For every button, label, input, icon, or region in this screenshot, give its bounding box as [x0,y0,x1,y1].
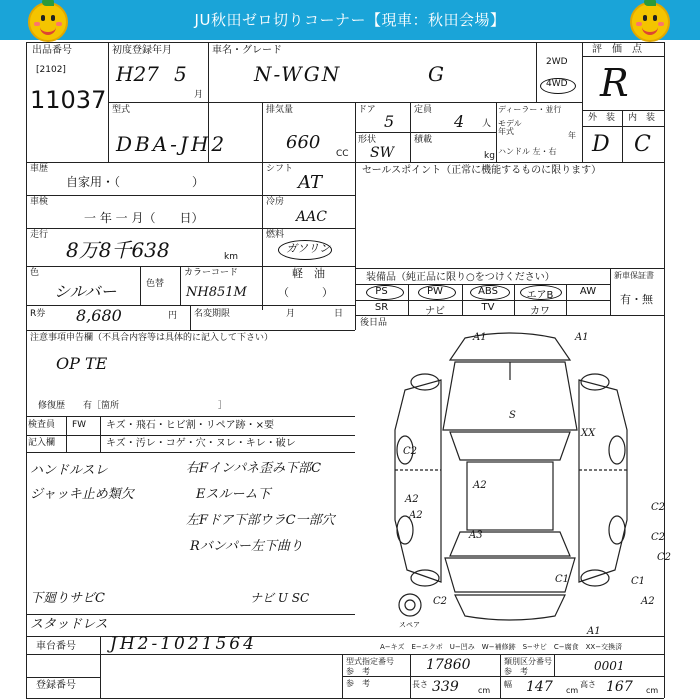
equip-ps: PS [375,286,388,297]
marks-row-1: キズ・飛石・ヒビ割・リペア跡・×要 [106,420,274,431]
km-unit: km [224,252,238,262]
lot-number-label: 出品番号 [32,45,72,56]
inspection-date: 一 年 一 月（ 日） [84,211,204,225]
car-name-value: N-WGN [254,62,342,86]
displacement-label: 排気量 [266,105,294,115]
header-bar [0,0,700,40]
remark-item: Rバンパー左下曲り [190,539,303,554]
rear-seat-label: 後日品 [360,318,388,328]
color-label: 色 [30,268,40,278]
r-tax-value: 8,680 [76,306,122,325]
length-label: 長さ [412,680,428,689]
model-label: 型式 [112,105,131,115]
capacity-label: 定員 [414,105,433,115]
spare-label: スペア [399,621,420,629]
height-value: 167 [606,679,633,695]
damage-mark: C2 [403,446,418,457]
doors-value: 5 [384,112,395,131]
header-title: JU秋田ゼロ切りコーナー【現車：秋田会場】 [194,11,506,29]
warranty-options: 有・無 [620,293,653,306]
height-label: 高さ [580,680,596,689]
chassis-no-label: 車台番号 [36,641,76,652]
damage-mark: A2 [405,494,419,505]
damage-mark: A3 [469,530,483,541]
damage-mark: A2 [473,480,487,491]
year-unit: 年 [568,131,576,140]
handle-label: ハンドル 左・右 [498,147,557,156]
remark-item: 左Fドア下部ウラC一部穴 [186,513,335,528]
car-name-label: 車名・グレード [212,45,282,56]
damage-mark: C2 [433,596,448,607]
month-unit: 月 [286,309,296,319]
damage-mark: A1 [575,332,589,343]
entry-field-label: 記入欄 [28,438,56,448]
remark-item: ナビ U SC [250,591,310,605]
yen-unit: 円 [168,311,178,321]
inspector-label: 検査員 [28,420,56,430]
damage-mark: S [509,410,516,421]
cooler-label: 冷房 [266,197,285,207]
height-unit: cm [646,686,659,695]
remark-item: ジャッキ止め類欠 [30,487,134,502]
registration-year-value: H27 [116,62,159,86]
reference-label-2: 参 考 [504,667,528,676]
model-year-label-2: 年式 [498,127,514,136]
warranty-label: 新車保証書 [614,271,654,280]
persons-unit: 人 [482,119,492,129]
remark-item: スタッドレス [30,617,108,632]
type-designation-label: 型式指定番号 [346,657,394,666]
notes-value: OP TE [56,354,108,373]
legend: A−キズ E−エクボ U−凹み W−補修跡 S−サビ C−腐食 XX−交換済 [380,643,623,651]
reference-label-3: 参 考 [346,679,370,688]
damage-mark: A1 [473,332,487,343]
car-damage-diagram [355,320,672,637]
marks-row-2: キズ・汚レ・コゲ・穴・ヌレ・キレ・破レ [106,438,296,449]
reference-label: 参 考 [346,667,370,676]
first-registration-label: 初度登録年月 [112,45,172,56]
history-options: 自家用・（ ） [66,175,205,189]
shape-label: 形状 [358,135,377,145]
notes-label: 注意事項申告欄（不具合内容等は具体的に記入して下さい） [30,333,274,343]
color-code-value: NH851M [186,285,247,300]
fuel-value: ガソリン [286,242,330,255]
damage-mark: C2 [657,552,672,563]
drive-2wd-label: 2WD [546,57,568,67]
damage-mark: C2 [651,532,666,543]
equipment-label: 装備品（純正品に限り○をつけください） [366,272,555,283]
dealer-label: ディーラー・並行 [498,105,562,114]
interior-score-value: C [634,132,651,157]
fuel-label: 燃料 [266,230,285,240]
equip-aw: AW [579,286,597,297]
color-code-label: カラーコード [184,268,239,278]
mileage-label: 走行 [30,230,49,240]
remark-item: Eスルーム下 [196,487,271,502]
registration-month-value: 5 [174,62,187,86]
remark-item: ハンドルスレ [30,463,108,478]
shape-value: SW [370,145,394,161]
damage-mark: XX [581,428,596,439]
mileage-value: 8万8千638 [66,238,170,262]
equip-sr: SR [374,302,389,313]
model-year-label: モデル [498,119,522,128]
category-no-value: 0001 [594,659,625,673]
exterior-score-value: D [592,132,610,157]
interior-label: 内 装 [628,113,656,123]
drive-4wd-label: 4WD [546,79,568,89]
history-label: 車歴 [30,164,49,174]
type-designation-value: 17860 [426,657,471,673]
width-label: 幅 [504,680,512,689]
month-suffix: 月 [194,90,204,100]
damage-mark: A2 [641,596,655,607]
equip-tv: TV [481,302,495,313]
fuel-other: （ ） [278,286,333,299]
width-value: 147 [526,679,553,695]
damage-mark: C2 [651,502,666,513]
length-unit: cm [478,686,491,695]
chassis-no-value: JH2-1021564 [110,634,257,654]
damage-mark: A1 [587,626,601,637]
equip-abs: ABS [478,286,498,297]
length-value: 339 [432,679,459,695]
kg-unit: kg [484,151,495,161]
lot-number-value: 11037 [30,86,107,114]
color-change-label: 色替 [146,279,165,289]
equip-navi: ナビ [425,306,445,317]
day-unit: 日 [334,309,344,319]
grade-value: G [428,62,444,86]
name-change-label: 名変期限 [194,309,231,319]
r-tax-label: R券 [30,309,46,319]
equip-kawa: カワ [530,306,550,317]
width-unit: cm [566,686,579,695]
remark-item: 下廻りサビC [30,591,105,606]
shift-label: シフト [266,164,294,174]
equip-aircon: エアB [526,290,554,301]
grade-score-value: R [600,61,629,105]
auction-code: [2102] [36,65,66,75]
category-no-label: 類別区分番号 [504,657,552,666]
shift-value: AT [298,172,323,193]
exterior-label: 外 装 [588,113,616,123]
doors-label: ドア [358,105,376,115]
smiling-mascot-icon [630,2,670,42]
cooler-value: AAC [296,209,327,225]
repair-history-label: 修復歴 有［箇所 ］ [38,401,228,411]
capacity-value: 4 [454,112,465,131]
inspection-label: 車検 [30,197,49,207]
damage-mark: C1 [555,574,570,585]
load-label: 積載 [414,135,433,145]
grade-score-label: 評 価 点 [592,44,642,55]
cc-unit: CC [336,149,349,159]
fuel-diesel: 軽 油 [292,267,325,280]
displacement-value: 660 [286,132,321,153]
sales-point-label: セールスポイント（正常に機能するものに限ります） [362,165,602,176]
remark-item: 右Fインパネ歪み下部C [186,461,322,476]
color-value: シルバー [54,282,117,301]
damage-mark: C1 [631,576,646,587]
equip-pw: PW [427,286,443,297]
damage-mark: A2 [409,510,423,521]
fw-label: FW [72,420,87,430]
reg-no-label: 登録番号 [36,680,76,691]
model-value: DBA-JH2 [116,132,228,156]
